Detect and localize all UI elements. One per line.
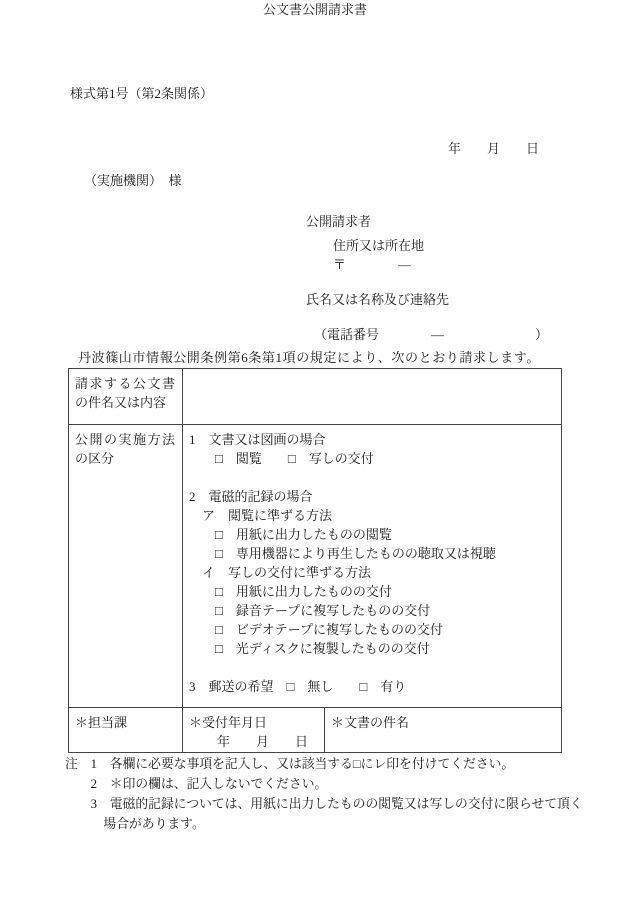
- document-name-cell: ＊文書の件名: [331, 715, 410, 730]
- method-line-blank: [189, 658, 561, 677]
- subject-header-cell: [69, 369, 183, 424]
- receipt-date-label: ＊受付年月日: [189, 715, 268, 730]
- method-line-checkbox: □ 閲覧 □ 写しの交付: [189, 451, 374, 466]
- method-line-checkbox: □ 光ディスクに複製したものの交付: [189, 641, 430, 656]
- footnote-line-1: 注 1 各欄に必要な事項を記入し、又は該当する□にレ印を付けてください。: [65, 757, 515, 771]
- page-title: 公文書公開請求書: [262, 2, 367, 17]
- receipt-date-cell: [183, 708, 325, 752]
- date-line: 年 月 日: [448, 141, 540, 156]
- name-contact-label: 氏名又は名称及び連絡先: [306, 292, 450, 307]
- method-line-checkbox: □ 用紙に出力したものの交付: [189, 584, 392, 599]
- footnote-line-2: 2 ＊印の欄は、記入しないでください。: [65, 777, 328, 791]
- intro-sentence: 丹波篠山市情報公開条例第6条第1項の規定により、次のとおり請求します。: [78, 350, 540, 365]
- footnote-line-3: 3 電磁的記録については、用紙に出力したものの閲覧又は写しの交付に限らせて頂く: [65, 797, 583, 811]
- table-row-office: [69, 708, 561, 752]
- recipient-line: （実施機関） 様: [84, 173, 182, 188]
- staff-section-cell: ＊担当課: [69, 708, 183, 752]
- method-line-checkbox: □ 専用機器により再生したものの聴取又は視聴: [189, 546, 496, 561]
- footnote-line-4: 場合があります。: [65, 817, 205, 831]
- requester-heading: 公開請求者: [306, 214, 372, 229]
- phone-number-line: （電話番号 ― ）: [314, 327, 549, 342]
- footnotes: [65, 754, 583, 834]
- method-line-mail: 3 郵送の希望 □ 無し □ 有り: [189, 679, 407, 694]
- form-number: 様式第1号（第2条関係）: [70, 86, 214, 101]
- method-header-line1: 公開の実施方法: [75, 432, 177, 447]
- method-line: ア 閲覧に準ずる方法: [189, 508, 333, 523]
- method-header-cell: [69, 425, 183, 707]
- method-line-checkbox: □ ビデオテープに複写したものの交付: [189, 622, 443, 637]
- request-table: [68, 368, 562, 753]
- method-line-blank: [189, 468, 561, 487]
- method-options-cell: [183, 425, 561, 707]
- table-row-subject: [69, 369, 561, 425]
- address-label: 住所又は所在地: [333, 238, 425, 253]
- method-line: 1 文書又は図画の場合: [189, 432, 326, 447]
- receipt-date-line: 年 月 日: [217, 734, 309, 749]
- subject-header-line1: 請求する公文書: [75, 376, 177, 391]
- method-header-line2: の区分: [75, 451, 115, 466]
- subject-value-cell: [183, 369, 561, 424]
- method-line-checkbox: □ 録音テープに複写したものの交付: [189, 603, 431, 618]
- method-line-checkbox: □ 用紙に出力したものの閲覧: [189, 527, 392, 542]
- subject-header-line2: の件名又は内容: [75, 395, 167, 410]
- method-line: イ 写しの交付に準ずる方法: [189, 565, 372, 580]
- table-row-method: [69, 425, 561, 708]
- method-line: 2 電磁的記録の場合: [189, 489, 313, 504]
- postal-code-line: 〒 ―: [333, 257, 412, 272]
